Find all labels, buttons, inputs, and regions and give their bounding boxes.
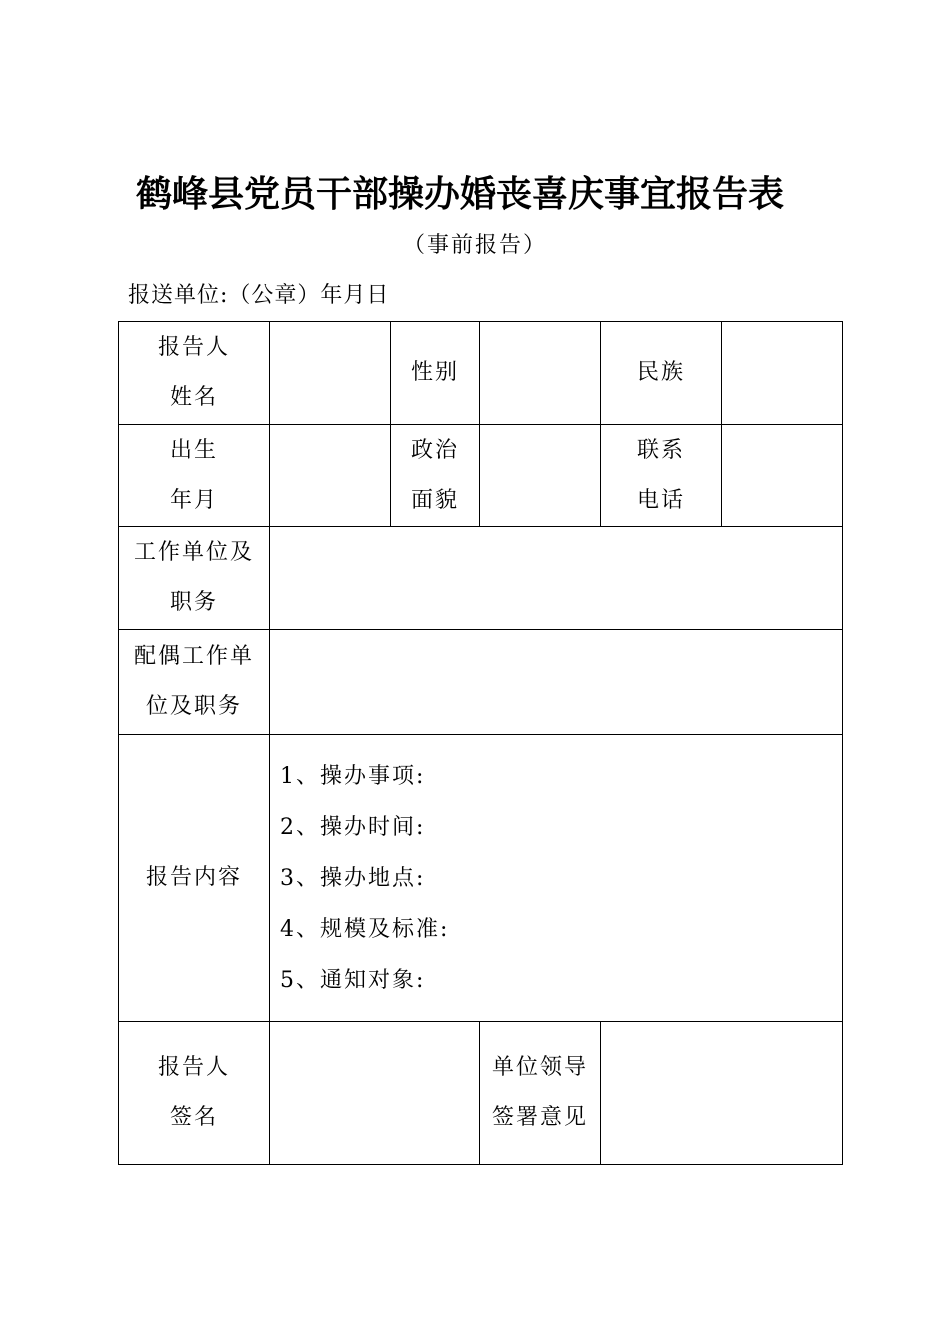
label-contact-phone (601, 425, 722, 527)
table-row-personal-info (119, 425, 843, 527)
submitting-unit-line: 报送单位:（公章）年月日 (128, 283, 390, 308)
label-political-status-line2: 面貌 (410, 487, 459, 513)
label-reporter-name-line1: 报告人 (157, 335, 230, 360)
field-contact-phone[interactable] (722, 425, 843, 527)
field-gender[interactable] (480, 322, 601, 425)
label-leader-opinion-line2: 签署意见 (491, 1105, 588, 1130)
label-reporter-name-line2: 姓名 (169, 385, 218, 410)
content-item-time: 2、操办时间: (280, 814, 426, 840)
table-row-report-content (119, 735, 843, 1022)
label-work-unit-line2: 职务 (169, 590, 218, 615)
field-work-unit[interactable] (270, 527, 843, 630)
field-ethnicity[interactable] (722, 322, 843, 425)
label-gender: 性别 (391, 322, 480, 425)
field-reporter-name[interactable] (270, 322, 391, 425)
table-row-basic-info (119, 322, 843, 425)
label-report-content: 报告内容 (119, 735, 270, 1022)
label-political-status (391, 425, 480, 527)
content-item-scale: 4、规模及标准: (280, 916, 450, 942)
label-reporter-signature (119, 1022, 270, 1165)
label-birth-date (119, 425, 270, 527)
field-reporter-signature[interactable] (270, 1022, 480, 1165)
label-birth-date-line2: 年月 (169, 487, 218, 513)
field-leader-opinion[interactable] (601, 1022, 843, 1165)
label-leader-opinion-line1: 单位领导 (491, 1055, 588, 1080)
label-reporter-signature-line1: 报告人 (157, 1055, 230, 1080)
label-ethnicity: 民族 (601, 322, 722, 425)
content-item-event: 1、操办事项: (280, 763, 426, 789)
label-work-unit (119, 527, 270, 630)
label-reporter-name (119, 322, 270, 425)
label-contact-phone-line2: 电话 (636, 487, 685, 513)
label-leader-opinion (480, 1022, 601, 1165)
table-row-signatures (119, 1022, 843, 1165)
label-political-status-line1: 政治 (410, 437, 459, 463)
label-spouse-work-unit-line2: 位及职务 (145, 694, 242, 719)
table-row-spouse-work-unit (119, 630, 843, 735)
field-birth-date[interactable] (270, 425, 391, 527)
label-reporter-signature-line2: 签名 (169, 1105, 218, 1130)
document-subtitle: （事前报告） (402, 233, 547, 258)
label-contact-phone-line1: 联系 (636, 437, 685, 463)
label-work-unit-line1: 工作单位及 (133, 540, 254, 565)
label-spouse-work-unit (119, 630, 270, 735)
field-report-content[interactable] (270, 735, 843, 1022)
label-spouse-work-unit-line1: 配偶工作单 (133, 644, 254, 669)
label-birth-date-line1: 出生 (169, 437, 218, 463)
field-political-status[interactable] (480, 425, 601, 527)
document-title: 鹤峰县党员干部操办婚丧喜庆事宜报告表 (135, 173, 784, 215)
field-spouse-work-unit[interactable] (270, 630, 843, 735)
table-row-work-unit (119, 527, 843, 630)
content-item-location: 3、操办地点: (280, 865, 426, 891)
report-form-table (118, 321, 843, 1165)
content-item-invitees: 5、通知对象: (280, 967, 426, 993)
